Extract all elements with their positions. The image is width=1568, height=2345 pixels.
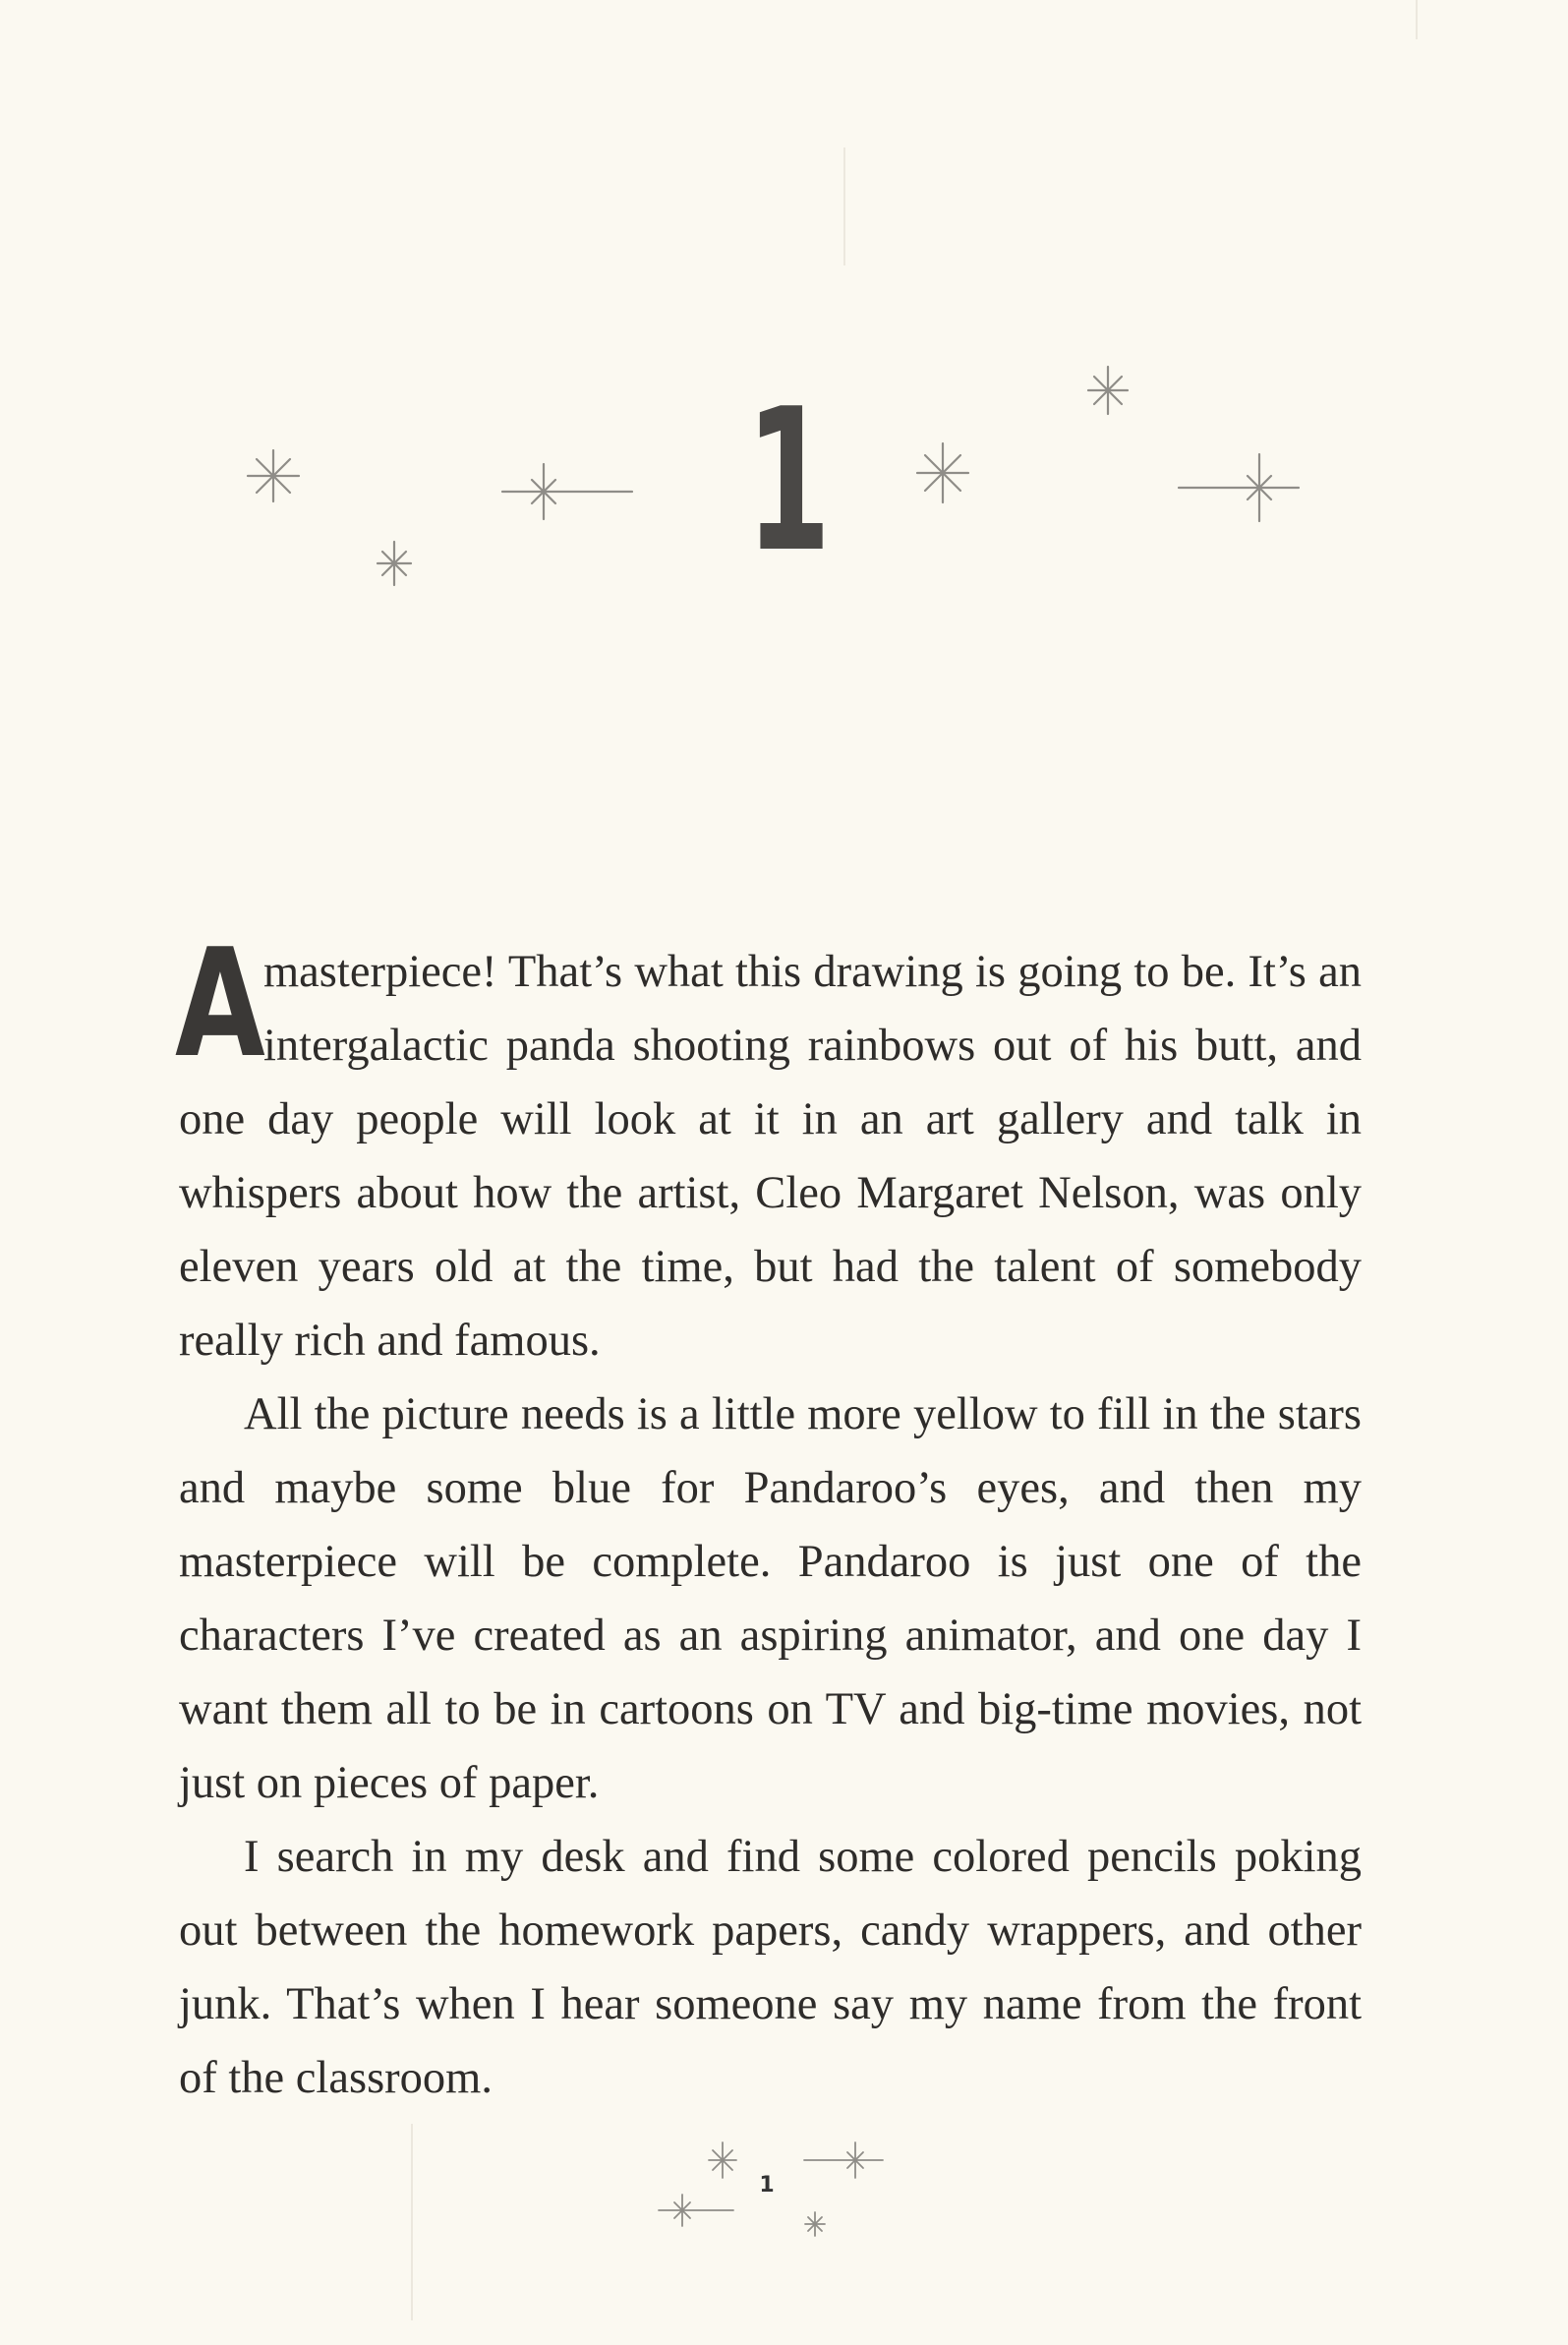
paragraph-3: I search in my desk and find some colored pencils poking out between the homework papers, candy wrappers, and other junk. That’s when I hear someone say my name from the front of the classroom. — [179, 1832, 1362, 2103]
paragraph-2: All the picture needs is a little more yellow to fill in the stars and maybe some blue for Pandaroo’s eyes, and then my masterpiece will be complete. Pandaroo is just one of the characters I’ve created as an aspiring animator, and one day I want them all to be in cartoons on TV and big-time movies, not just on pieces of paper. — [179, 1389, 1362, 1808]
star-icon — [804, 2142, 883, 2178]
star-icon — [659, 2195, 733, 2226]
paragraph-1-text: masterpiece! That’s what this drawing is going to be. It’s an intergalactic panda shooting rainbows out of his butt, and one day people will look at it in an art gallery and talk in whispers about how the artist, Cleo Margaret Nelson, was only eleven years old at the time, but had the talent of somebody really rich and famous. — [179, 947, 1362, 1366]
star-icon — [709, 2142, 736, 2178]
star-icon — [805, 2212, 825, 2236]
page-number: 1 — [759, 2173, 775, 2198]
drop-cap: A — [175, 916, 265, 1090]
chapter-number: 1 — [745, 367, 832, 596]
